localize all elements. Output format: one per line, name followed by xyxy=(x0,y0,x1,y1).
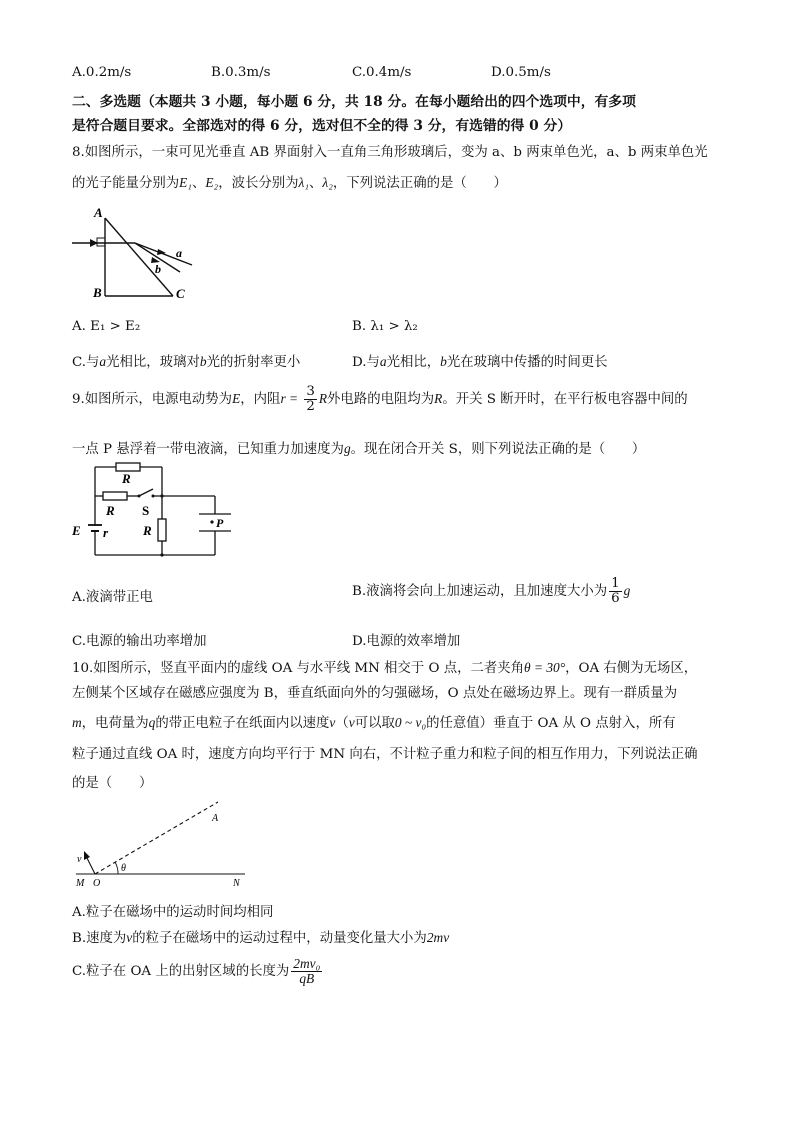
q8-option-c: C.与a光相比，玻璃对b光的折射率更小 xyxy=(72,354,301,370)
q8-fig-label-b: b xyxy=(155,262,161,276)
q9-fig-S: S xyxy=(142,503,150,518)
q10-fig-label-N: N xyxy=(233,878,240,889)
q9-stem-line1: 9.如图所示，电源电动势为E，内阻r = $\frac{3}{2}$ R外电路的电阻均为R。开关 S 断开时，在平行板电容器中间的 xyxy=(72,384,688,415)
q9-fig-R-mid: R xyxy=(106,503,115,518)
q8-fig-label-A: A xyxy=(94,205,103,220)
q10-option-a: A.粒子在磁场中的运动时间均相同 xyxy=(72,905,274,920)
q8-fig-label-C: C xyxy=(176,286,185,301)
q10-option-c: C.粒子在 OA 上的出射区域的长度为 $\frac{\text{2mv₀}}{qB}$ xyxy=(72,956,321,987)
q9-option-a: A.液滴带正电 xyxy=(72,590,153,605)
q9-fig-R-top: R xyxy=(122,471,131,486)
q8-option-d: D.与a光相比，b光在玻璃中传播的时间更长 xyxy=(352,354,608,370)
q9-fig-P: P xyxy=(216,516,224,530)
q9-fig-r: r xyxy=(103,525,109,540)
q8-fig-label-B: B xyxy=(93,285,102,300)
q10-fig-label-O: O xyxy=(93,878,101,889)
q7-option-c: C.0.4m/s xyxy=(352,65,412,80)
section-header-line2: 是符合题目要求。全部选对的得 6 分，选对但不全的得 3 分，有选错的得 0 分） xyxy=(72,118,572,134)
q9-fraction: $\frac{3}{2}$ xyxy=(306,384,315,415)
q9-fig-R-right: R xyxy=(143,523,152,538)
q8-option-a: A. E₁ > E₂ xyxy=(72,319,141,334)
q8-option-b: B. λ₁ > λ₂ xyxy=(352,319,418,334)
q10-fig-label-A: A xyxy=(212,813,219,824)
q10-stem-line1: 10.如图所示，竖直平面内的虚线 OA 与水平线 MN 相交于 O 点，二者夹角θ = 30°，OA 右侧为无场区， xyxy=(72,660,698,676)
q10-stem-line2: 左侧某个区域存在磁感应强度为 B，垂直纸面向外的匀强磁场，O 点处在磁场边界上。现有一群质量为 xyxy=(72,686,678,701)
q8-stem-line1: 8.如图所示，一束可见光垂直 AB 界面射入一直角三角形玻璃后，变为 a、b 两束单色光，a、b 两束单色光 xyxy=(72,145,708,160)
q9-fig-E: E xyxy=(72,523,81,538)
q10-fig-label-theta: θ xyxy=(121,863,126,874)
q10-fig-label-M: M xyxy=(76,878,85,889)
q8-fig-label-a: a xyxy=(176,246,182,260)
section-header-line1: 二、多选题（本题共 3 小题，每小题 6 分，共 18 分。在每小题给出的四个选项中，有多项 xyxy=(72,94,636,110)
q10-stem-line3: m，电荷量为q的带正电粒子在纸面内以速度v（v可以取0 ~ v₀的任意值）垂直于 OA 从 O 点射入，所有 xyxy=(72,715,676,731)
q7-option-b: B.0.3m/s xyxy=(211,65,271,80)
q9-stem-line2: 一点 P 悬浮着一带电液滴，已知重力加速度为g。现在闭合开关 S，则下列说法正确的是（ ） xyxy=(72,441,646,457)
q10-option-b: B.速度为v的粒子在磁场中的运动过程中，动量变化量大小为2mv xyxy=(72,930,450,946)
q10-fig-label-v: v xyxy=(77,854,82,865)
q7-option-a: A.0.2m/s xyxy=(72,65,132,80)
q9-option-c: C.电源的输出功率增加 xyxy=(72,634,207,649)
q10-stem-line4: 粒子通过直线 OA 时，速度方向均平行于 MN 向右，不计粒子重力和粒子间的相互作用力，下列说法正确 xyxy=(72,747,698,762)
q7-option-d: D.0.5m/s xyxy=(491,65,551,80)
q8-stem-line2: 的光子能量分别为E₁、E₂，波长分别为λ₁、λ₂，下列说法正确的是（ ） xyxy=(72,175,507,191)
q9-option-b: B.液滴将会向上加速运动，且加速度大小为 $\frac{1}{6}$ g xyxy=(352,576,631,607)
q10-stem-line5: 的是（ ） xyxy=(72,776,153,791)
q9-option-d: D.电源的效率增加 xyxy=(352,634,461,649)
